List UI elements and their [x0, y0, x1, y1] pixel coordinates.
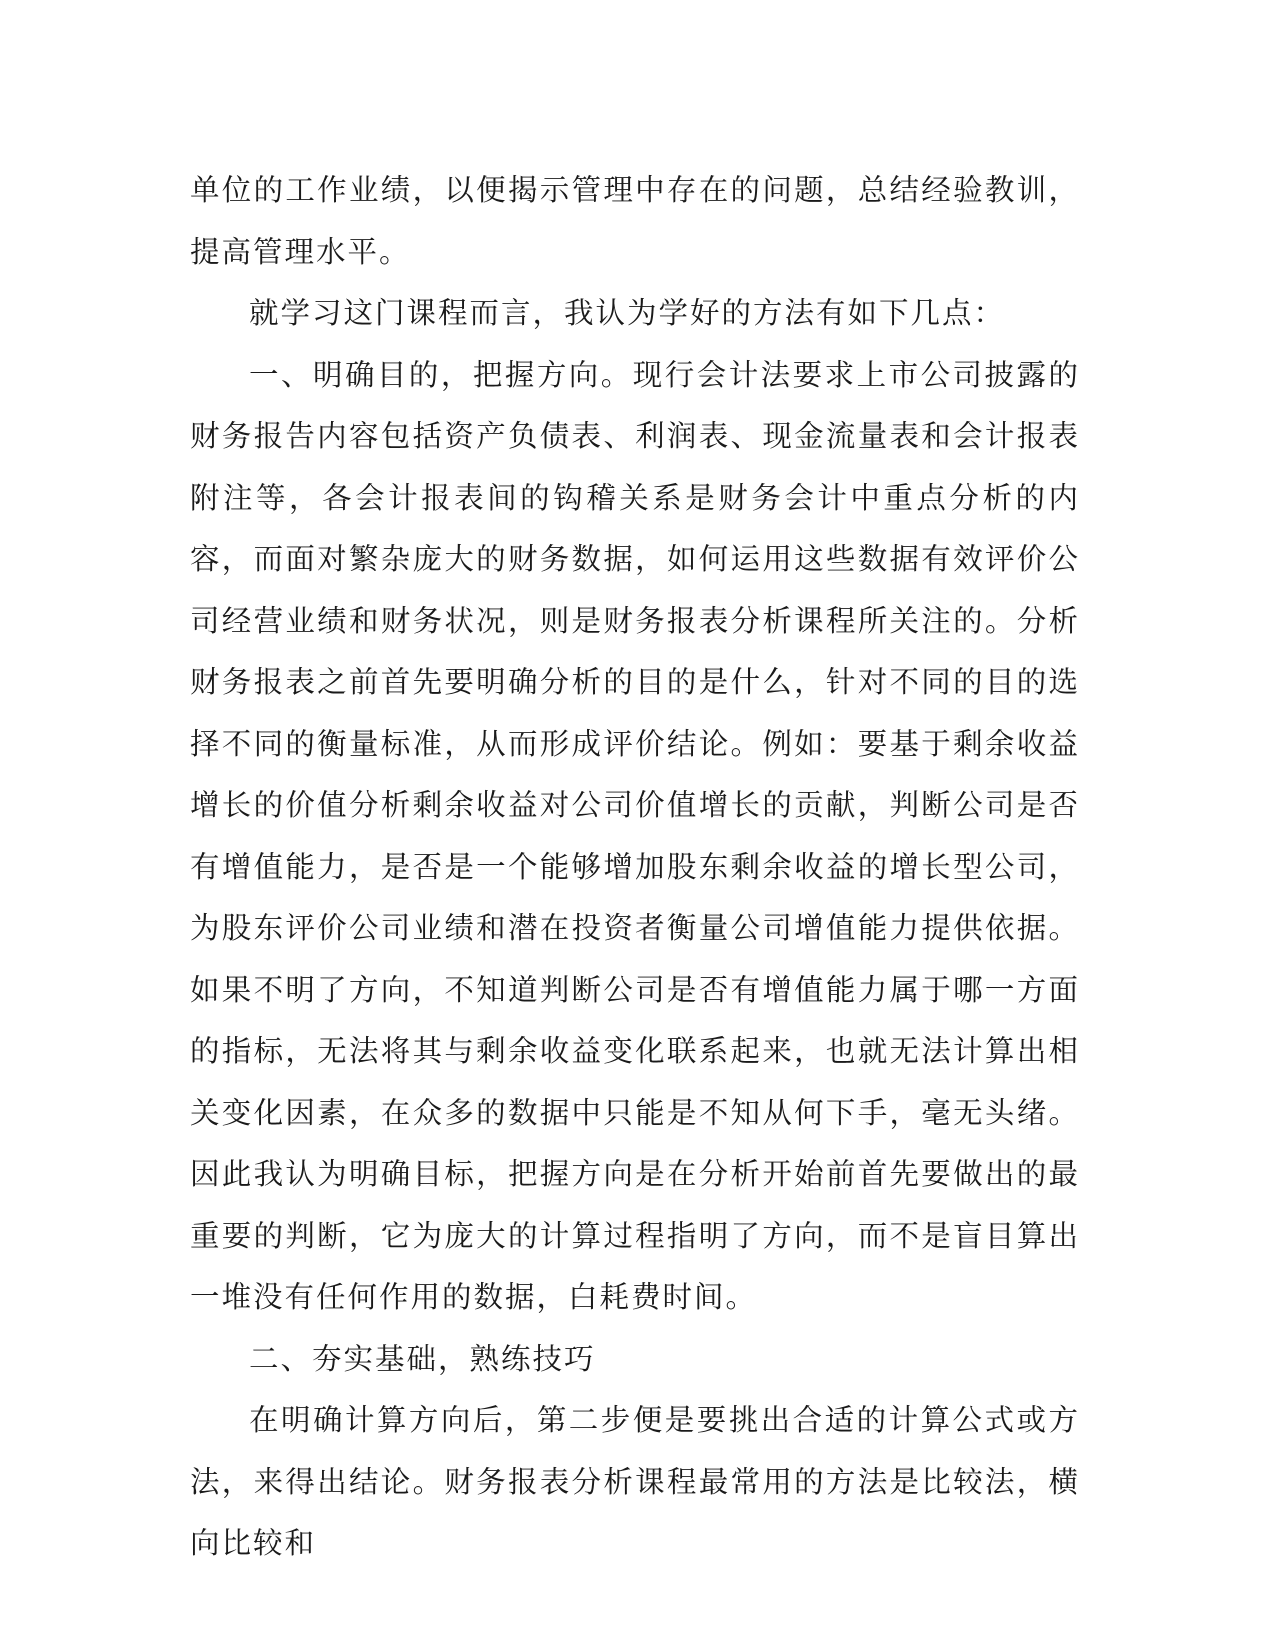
paragraph-point-two-heading: 二、夯实基础，熟练技巧	[249, 1341, 596, 1376]
document-body	[190, 160, 1080, 1575]
paragraph-point-one: 一、明确目的，把握方向。现行会计法要求上市公司披露的财务报告内容包括资产负债表、利润表、现金流量表和会计报表附注等，各会计报表间的钩稽关系是财务会计中重点分析的内容，而面对繁杂庞大的财务数据，如何运用这些数据有效评价公司经营业绩和财务状况，则是财务报表分析课程所关注的。分析财务报表之前首先要明确分析的目的是什么，针对不同的目的选择不同的衡量标准，从而形成评价结论。例如：要基于剩余收益增长的价值分析剩余收益对公司价值增长的贡献，判断公司是否有增值能力，是否是一个能够增加股东剩余收益的增长型公司，为股东评价公司业绩和潜在投资者衡量公司增值能力提供依据。如果不明了方向，不知道判断公司是否有增值能力属于哪一方面的指标，无法将其与剩余收益变化联系起来，也就无法计算出相关变化因素，在众多的数据中只能是不知从何下手，毫无头绪。因此我认为明确目标，把握方向是在分析开始前首先要做出的最重要的判断，它为庞大的计算过程指明了方向，而不是盲目算出一堆没有任何作用的数据，白耗费时间。	[190, 357, 1080, 1314]
paragraph-intro: 就学习这门课程而言，我认为学好的方法有如下几点：	[249, 296, 1006, 330]
paragraph-continuation: 单位的工作业绩，以便揭示管理中存在的问题，总结经验教训，提高管理水平。	[190, 173, 1080, 269]
paragraph-point-two-body: 在明确计算方向后，第二步便是要挑出合适的计算公式或方法，来得出结论。财务报表分析课程最常用的方法是比较法，横向比较和	[190, 1403, 1080, 1560]
